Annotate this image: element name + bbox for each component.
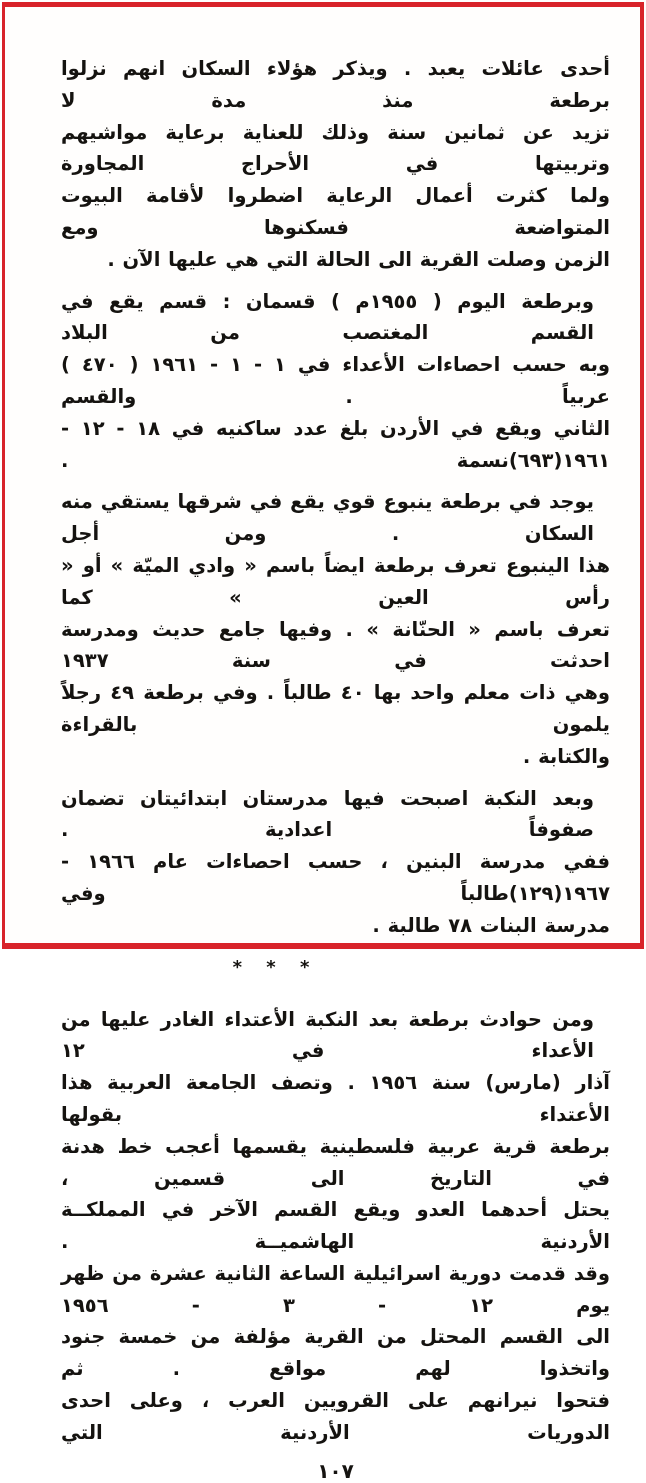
text-line: وبرطعة اليوم ( ١٩٥٥م ) قسمان : قسم يقع في القسم المغتصب من البلاد <box>61 289 594 345</box>
text-line: تزيد عن ثمانين سنة وذلك للعناية برعاية مواشيهم وتربيتها في الأحراج المجاورة <box>61 120 610 176</box>
paragraph <box>61 486 610 772</box>
paragraph <box>61 286 610 477</box>
text-line: ففي مدرسة البنين ، حسب احصاءات عام ١٩٦٦ - ١٩٦٧(١٢٩)طالباً وفي <box>61 850 610 905</box>
text-line: آذار (مارس) سنة ١٩٥٦ . وتصف الجامعة العربية هذا الأعتداء بقولها <box>61 1071 610 1126</box>
section-separator: * * * <box>232 956 319 978</box>
text-line: وبعد النكبة اصبحت فيها مدرستان ابتدائيتان تضمان صفوفاً اعدادية . <box>61 786 594 842</box>
text-line: برطعة قرية عربية فلسطينية يقسمها أعجب خط هدنة في التاريخ الى قسمين ، <box>61 1134 610 1190</box>
text-line: هذا الينبوع تعرف برطعة ايضاً باسم « وادي الميّة » أو « رأس العين » كما <box>61 553 610 609</box>
text-line: أحدى عائلات يعبد . ويذكر هؤلاء السكان انهم نزلوا برطعة منذ مدة لا <box>61 57 610 112</box>
paragraph <box>61 53 610 276</box>
text-line: ولما كثرت أعمال الرعاية اضطروا لأقامة البيوت المتواضعة فسكنوها ومع <box>61 184 610 239</box>
text-line: الى القسم المحتل من القرية مؤلفة من خمسة جنود واتخذوا لهم مواقع . ثم <box>61 1325 610 1381</box>
text-line: وقد قدمت دورية اسرائيلية الساعة الثانية عشرة من ظهر يوم ١٢ - ٣ - ١٩٥٦ <box>61 1261 611 1317</box>
paragraph <box>61 1004 610 1449</box>
text-line: يحتل أحدهما العدو ويقع القسم الآخر في المملكــة الأردنية الهاشميــة . <box>61 1198 610 1254</box>
text-line: وهي ذات معلم واحد بها ٤٠ طالباً . وفي برطعة ٤٩ رجلاً يلمون بالقراءة <box>61 681 610 736</box>
text-line: الزمن وصلت القرية الى الحالة التي هي عليها الآن . <box>107 247 610 271</box>
scanned-page-content <box>5 7 640 1483</box>
text-line: الثاني ويقع في الأردن بلغ عدد ساكنيه في ١٨ - ١٢ - ١٩٦١(٦٩٣)نسمة . <box>61 416 610 472</box>
text-line: تعرف باسم « الحنّانة » . وفيها جامع حديث ومدرسة احدثت في سنة ١٩٣٧ <box>61 617 610 673</box>
page-border-frame <box>2 2 644 1483</box>
text-line: ومن حوادث برطعة بعد النكبة الأعتداء الغادر عليها من الأعداء في ١٢ <box>61 1007 594 1063</box>
text-line: وبه حسب احصاءات الأعداء في ١ - ١ - ١٩٦١ ( ٤٧٠ ) عربياً . والقسم <box>61 353 611 408</box>
text-line: والكتابة . <box>522 744 610 768</box>
text-line: يوجد في برطعة ينبوع قوي يقع في شرقها يستقي منه السكان . ومن أجل <box>61 490 594 546</box>
text-line: فتحوا نيرانهم على القرويين العرب ، وعلى احدى الدوريات الأردنية التي <box>61 1389 610 1444</box>
paragraph <box>61 783 610 942</box>
text-line: مدرسة البنات ٧٨ طالبة . <box>372 913 610 937</box>
page-number: ١٠٧ <box>317 1458 354 1483</box>
